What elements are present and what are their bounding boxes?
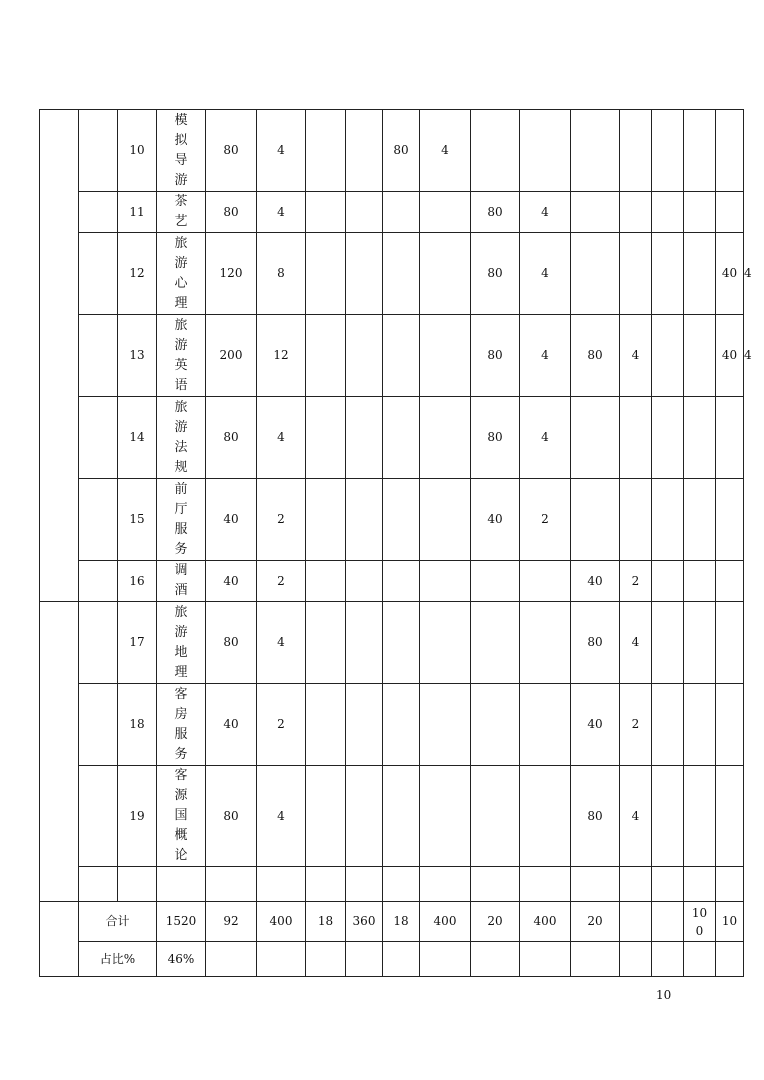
table-row xyxy=(40,766,744,867)
summary-value-cell xyxy=(684,902,716,942)
value-cell xyxy=(306,233,346,315)
course-name-cell xyxy=(157,867,206,902)
value-cell xyxy=(383,684,420,766)
value-cell xyxy=(346,602,383,684)
page-number: 10 xyxy=(656,988,672,1002)
value-cell xyxy=(652,110,684,192)
summary-category-cell xyxy=(40,902,79,977)
value-cell xyxy=(306,867,346,902)
course-name-cell xyxy=(157,684,206,766)
row-number-cell: 14 xyxy=(118,397,157,479)
value-cell: 4 xyxy=(257,766,306,867)
summary-value-cell xyxy=(420,902,471,942)
course-name: 调酒 xyxy=(174,563,188,598)
category-cell xyxy=(40,602,79,902)
value-cell: 4 xyxy=(420,110,471,192)
value-cell: 40 xyxy=(716,233,744,315)
value-cell xyxy=(420,602,471,684)
value-cell: 12 xyxy=(257,315,306,397)
value-cell xyxy=(652,233,684,315)
value-cell xyxy=(620,867,652,902)
value-cell xyxy=(306,766,346,867)
summary-value-cell xyxy=(571,942,620,977)
value-cell xyxy=(652,766,684,867)
value-cell xyxy=(306,397,346,479)
course-name: 前厅服务 xyxy=(174,481,188,557)
blank-cell xyxy=(79,192,118,233)
table-row xyxy=(40,110,744,192)
value-cell xyxy=(684,684,716,766)
blank-cell xyxy=(79,110,118,192)
value-cell: 40 xyxy=(206,684,257,766)
course-name-cell xyxy=(157,602,206,684)
value-cell xyxy=(306,602,346,684)
value-cell xyxy=(420,479,471,561)
summary-value-cell xyxy=(471,942,520,977)
value-cell: 80 xyxy=(206,766,257,867)
value-cell xyxy=(206,867,257,902)
row-number-cell: 11 xyxy=(118,192,157,233)
blank-cell xyxy=(79,397,118,479)
value-cell xyxy=(684,315,716,397)
summary-value-cell xyxy=(571,902,620,942)
category-cell xyxy=(40,110,79,602)
blank-cell xyxy=(79,867,118,902)
value-cell xyxy=(471,684,520,766)
value-cell xyxy=(383,192,420,233)
summary-value-cell xyxy=(157,942,206,977)
course-name-cell xyxy=(157,479,206,561)
value-cell xyxy=(716,602,744,684)
row-number-cell: 16 xyxy=(118,561,157,602)
value-cell: 4 xyxy=(620,766,652,867)
summary-value-cell xyxy=(620,902,652,942)
value-cell: 80 xyxy=(471,233,520,315)
course-name-cell xyxy=(157,561,206,602)
course-name: 模拟导游 xyxy=(174,112,188,188)
summary-value-cell xyxy=(206,902,257,942)
value-cell xyxy=(520,766,571,867)
value-cell xyxy=(346,867,383,902)
value-cell xyxy=(383,602,420,684)
course-name-cell xyxy=(157,233,206,315)
value-cell xyxy=(471,110,520,192)
value-cell xyxy=(652,561,684,602)
table-row xyxy=(40,192,744,233)
summary-value-cell xyxy=(716,902,744,942)
value-cell xyxy=(571,867,620,902)
value-cell: 2 xyxy=(520,479,571,561)
summary-value-cell xyxy=(157,902,206,942)
value-cell xyxy=(684,766,716,867)
value-cell xyxy=(652,192,684,233)
blank-cell xyxy=(79,684,118,766)
value-cell: 200 xyxy=(206,315,257,397)
table-row xyxy=(40,479,744,561)
value-cell: 80 xyxy=(471,192,520,233)
value-cell xyxy=(520,867,571,902)
table-row xyxy=(40,561,744,602)
blank-cell xyxy=(79,766,118,867)
value-cell xyxy=(652,479,684,561)
value-cell xyxy=(520,561,571,602)
summary-row xyxy=(40,902,744,942)
value-cell xyxy=(652,397,684,479)
table-row xyxy=(40,867,744,902)
value-cell xyxy=(383,867,420,902)
value-cell xyxy=(346,110,383,192)
value-cell xyxy=(257,867,306,902)
course-name-cell xyxy=(157,315,206,397)
summary-value-cell xyxy=(684,942,716,977)
value-cell: 4 xyxy=(257,110,306,192)
value-cell xyxy=(684,602,716,684)
value-cell xyxy=(716,561,744,602)
value-cell xyxy=(684,192,716,233)
summary-value: 18 xyxy=(393,914,409,928)
value-cell: 120 xyxy=(206,233,257,315)
value-cell: 2 xyxy=(620,561,652,602)
value-cell xyxy=(346,766,383,867)
value-cell xyxy=(520,684,571,766)
value-cell: 4 xyxy=(520,315,571,397)
summary-value-cell xyxy=(346,942,383,977)
value-cell: 80 xyxy=(206,397,257,479)
value-cell: 4 xyxy=(257,602,306,684)
value-cell xyxy=(383,315,420,397)
value-cell xyxy=(346,397,383,479)
summary-value-cell xyxy=(206,942,257,977)
row-number-cell: 19 xyxy=(118,766,157,867)
value-cell xyxy=(346,315,383,397)
course-name: 旅游地理 xyxy=(174,604,188,680)
summary-value-cell xyxy=(383,942,420,977)
value-cell xyxy=(684,397,716,479)
summary-value: 92 xyxy=(223,914,239,928)
value-cell: 4 xyxy=(257,397,306,479)
value-cell xyxy=(420,233,471,315)
row-number-cell: 10 xyxy=(118,110,157,192)
course-name: 旅游法规 xyxy=(174,399,188,475)
summary-value: 400 xyxy=(269,914,293,928)
summary-value-cell xyxy=(520,942,571,977)
value-cell xyxy=(716,479,744,561)
value-cell: 80 xyxy=(206,602,257,684)
blank-cell xyxy=(79,233,118,315)
table-row: 12 旅游心理 120 8 80 4 40 4 xyxy=(40,233,744,315)
value-cell: 4 xyxy=(620,315,652,397)
summary-value-cell xyxy=(520,902,571,942)
value-cell: 80 xyxy=(571,766,620,867)
value-cell xyxy=(383,766,420,867)
value-cell xyxy=(420,766,471,867)
value-cell xyxy=(420,561,471,602)
value-cell xyxy=(346,233,383,315)
value-cell xyxy=(620,192,652,233)
blank-cell xyxy=(79,315,118,397)
row-number-cell: 17 xyxy=(118,602,157,684)
value-cell: 40 xyxy=(206,479,257,561)
value-cell xyxy=(306,684,346,766)
course-name: 茶艺 xyxy=(174,194,188,229)
value-cell: 2 xyxy=(620,684,652,766)
summary-value: 400 xyxy=(433,914,457,928)
value-cell xyxy=(652,602,684,684)
course-name: 旅游英语 xyxy=(174,317,188,393)
summary-label: 占比% xyxy=(79,942,157,977)
value-cell xyxy=(471,867,520,902)
summary-value: 400 xyxy=(533,914,557,928)
value-cell xyxy=(716,192,744,233)
course-name-cell xyxy=(157,110,206,192)
summary-value-cell xyxy=(620,942,652,977)
value-cell xyxy=(306,561,346,602)
value-cell: 80 xyxy=(471,397,520,479)
value-cell: 80 xyxy=(206,110,257,192)
value-cell: 40 xyxy=(471,479,520,561)
summary-value: 20 xyxy=(487,914,503,928)
value-cell: 4 xyxy=(520,192,571,233)
value-cell xyxy=(520,110,571,192)
value-cell: 2 xyxy=(257,479,306,561)
value-cell xyxy=(383,479,420,561)
value-cell xyxy=(716,766,744,867)
summary-value-cell xyxy=(257,902,306,942)
summary-value: 10 xyxy=(721,914,738,928)
value-cell: 80 xyxy=(571,315,620,397)
summary-row xyxy=(40,942,744,977)
value-cell xyxy=(383,397,420,479)
summary-value-cell xyxy=(346,902,383,942)
value-cell xyxy=(684,479,716,561)
value-cell: 40 xyxy=(571,561,620,602)
value-cell xyxy=(346,192,383,233)
summary-value-cell xyxy=(471,902,520,942)
value-cell xyxy=(383,561,420,602)
value-cell xyxy=(346,684,383,766)
course-hours-table xyxy=(39,109,752,977)
value-cell xyxy=(420,397,471,479)
value-cell xyxy=(571,110,620,192)
value-cell xyxy=(520,602,571,684)
value-cell xyxy=(306,479,346,561)
value-cell xyxy=(420,867,471,902)
value-cell xyxy=(571,233,620,315)
value-cell xyxy=(620,233,652,315)
value-cell: 4 xyxy=(620,602,652,684)
value-cell xyxy=(620,397,652,479)
value-cell: 80 xyxy=(471,315,520,397)
row-number-cell: 13 xyxy=(118,315,157,397)
value-cell xyxy=(420,315,471,397)
row-number-cell: 12 xyxy=(118,233,157,315)
value-cell: 2 xyxy=(257,684,306,766)
value-cell xyxy=(346,561,383,602)
blank-cell xyxy=(79,561,118,602)
summary-value-cell xyxy=(716,942,744,977)
value-cell: 8 xyxy=(257,233,306,315)
value-cell xyxy=(652,315,684,397)
value-cell: 80 xyxy=(571,602,620,684)
value-cell: 4 xyxy=(520,397,571,479)
course-name-cell xyxy=(157,766,206,867)
summary-value-cell xyxy=(383,902,420,942)
value-cell: 40 xyxy=(206,561,257,602)
value-cell: 80 xyxy=(383,110,420,192)
value-cell: 80 xyxy=(206,192,257,233)
value-cell xyxy=(620,479,652,561)
value-cell xyxy=(471,561,520,602)
value-cell xyxy=(306,315,346,397)
summary-value-cell xyxy=(306,902,346,942)
table-row xyxy=(40,684,744,766)
value-cell xyxy=(571,397,620,479)
value-cell: 40 xyxy=(716,315,744,397)
value-cell xyxy=(306,110,346,192)
value-cell xyxy=(716,397,744,479)
value-cell: 4 xyxy=(520,233,571,315)
value-cell xyxy=(716,110,744,192)
blank-cell xyxy=(79,479,118,561)
value-cell xyxy=(652,684,684,766)
value-cell xyxy=(471,602,520,684)
course-name-cell xyxy=(157,397,206,479)
value-cell xyxy=(471,766,520,867)
summary-label: 合计 xyxy=(79,902,157,942)
summary-value-cell xyxy=(420,942,471,977)
value-cell xyxy=(383,233,420,315)
blank-cell xyxy=(79,602,118,684)
value-cell: 2 xyxy=(257,561,306,602)
summary-value-cell xyxy=(652,902,684,942)
value-cell xyxy=(571,479,620,561)
row-number-cell: 15 xyxy=(118,479,157,561)
summary-value: 20 xyxy=(587,914,603,928)
value-cell xyxy=(306,192,346,233)
value-cell xyxy=(684,233,716,315)
summary-value-cell xyxy=(257,942,306,977)
value-cell xyxy=(716,867,744,902)
course-name: 客房服务 xyxy=(174,686,188,762)
value-cell xyxy=(620,110,652,192)
value-cell xyxy=(684,561,716,602)
summary-value-cell xyxy=(306,942,346,977)
table-row xyxy=(40,602,744,684)
value-cell xyxy=(684,110,716,192)
table-row xyxy=(40,397,744,479)
course-name: 客源国概论 xyxy=(174,768,188,863)
summary-value: 100 xyxy=(691,905,708,938)
value-cell xyxy=(652,867,684,902)
value-cell xyxy=(716,684,744,766)
value-cell xyxy=(420,684,471,766)
value-cell xyxy=(571,192,620,233)
summary-value: 46% xyxy=(167,951,195,966)
summary-value: 18 xyxy=(317,914,334,928)
value-cell: 4 xyxy=(257,192,306,233)
summary-value-cell xyxy=(652,942,684,977)
row-number-cell xyxy=(118,867,157,902)
table-row: 13 旅游英语 200 12 80 4 80 4 40 4 xyxy=(40,315,744,397)
value-cell xyxy=(420,192,471,233)
course-name-cell xyxy=(157,192,206,233)
course-name: 旅游心理 xyxy=(174,235,188,311)
value-cell: 40 xyxy=(571,684,620,766)
summary-value: 1520 xyxy=(165,914,197,928)
row-number-cell: 18 xyxy=(118,684,157,766)
summary-value: 360 xyxy=(352,914,376,928)
value-cell xyxy=(346,479,383,561)
value-cell xyxy=(684,867,716,902)
